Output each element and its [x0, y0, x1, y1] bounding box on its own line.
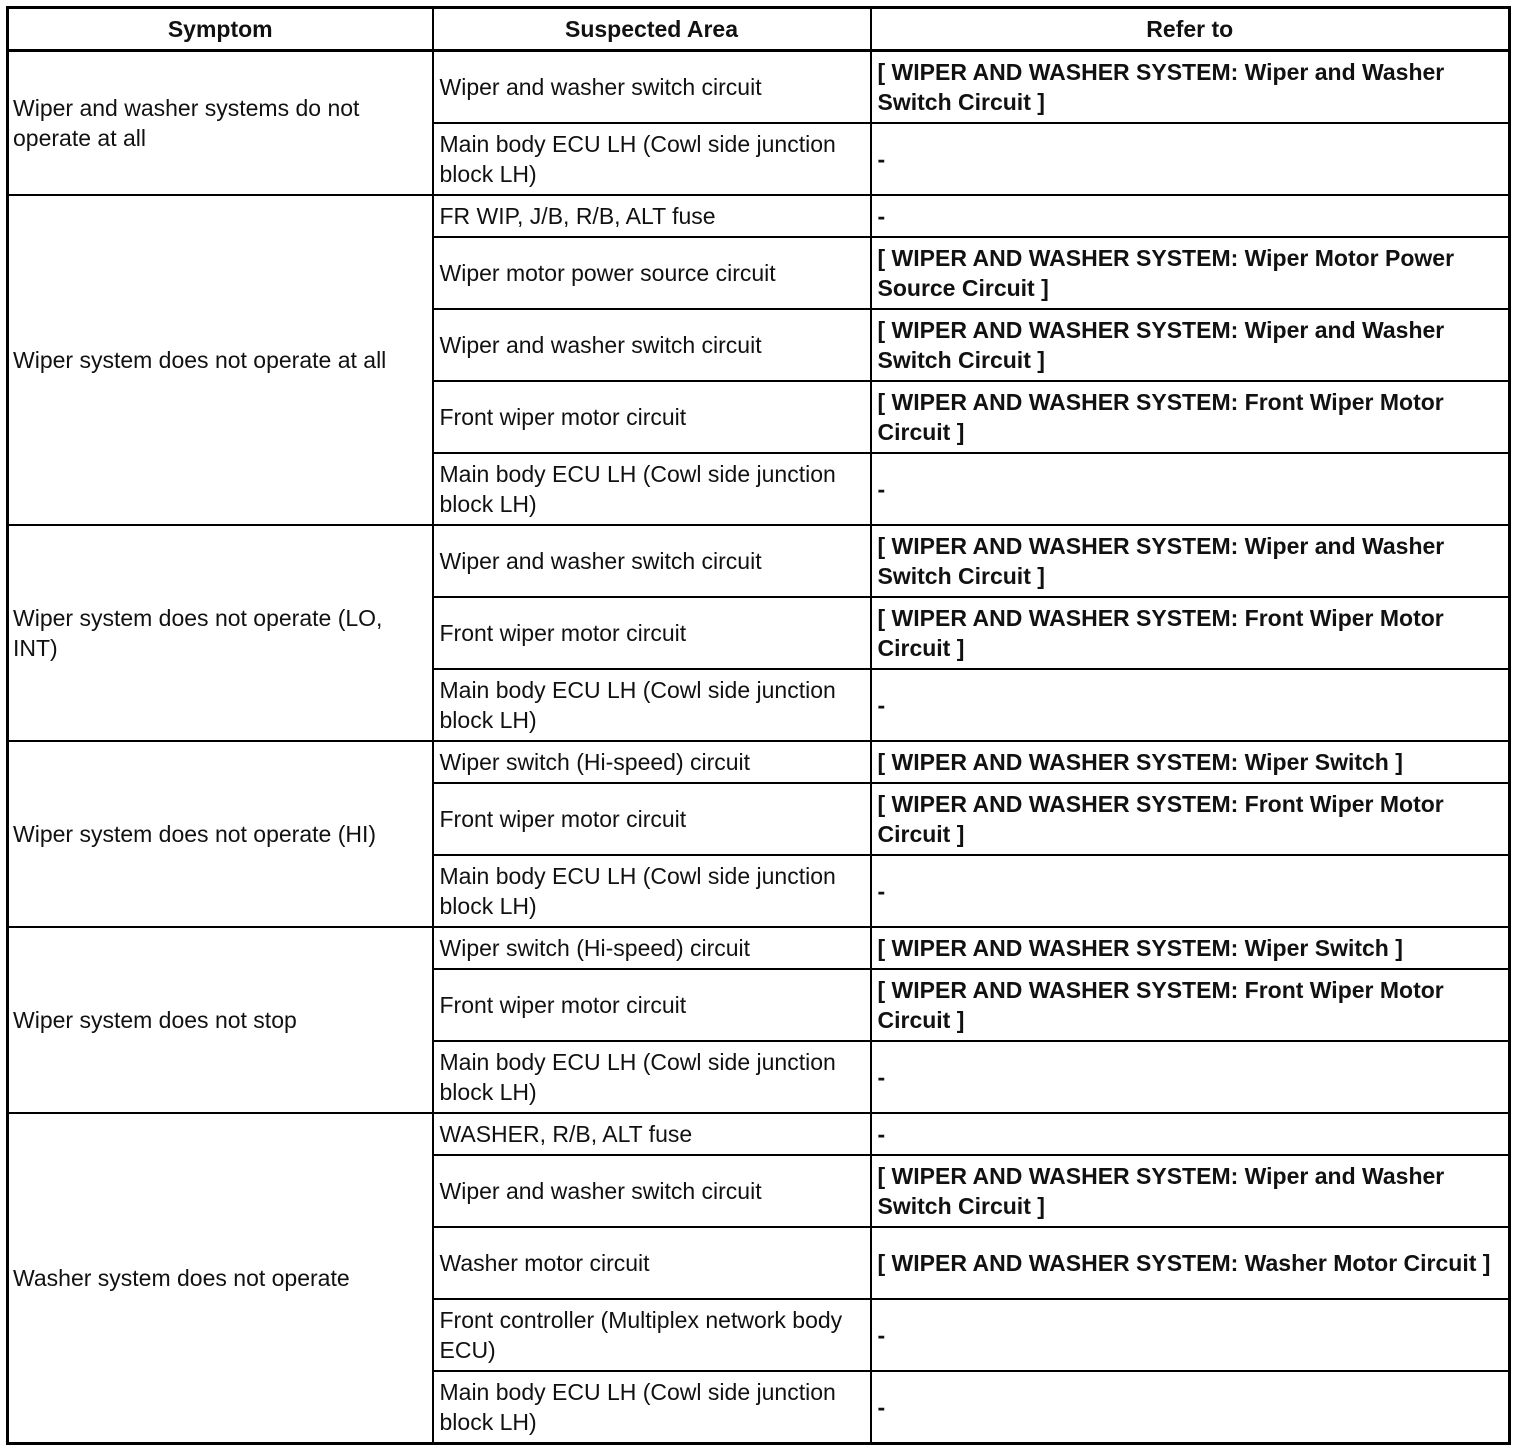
header-symptom: Symptom	[8, 8, 433, 51]
refer-to-cell: [ WIPER AND WASHER SYSTEM: Wiper and Washer Switch Circuit ]	[871, 309, 1510, 381]
problem-symptoms-table	[6, 6, 1511, 1445]
suspected-area-cell: Wiper and washer switch circuit	[433, 309, 871, 381]
refer-to-cell: -	[871, 1113, 1510, 1155]
symptom-cell: Wiper system does not operate at all	[8, 195, 433, 525]
suspected-area-cell: Main body ECU LH (Cowl side junction block LH)	[433, 855, 871, 927]
suspected-area-cell: Wiper and washer switch circuit	[433, 51, 871, 124]
suspected-area-cell: Main body ECU LH (Cowl side junction block LH)	[433, 1041, 871, 1113]
suspected-area-cell: Front wiper motor circuit	[433, 381, 871, 453]
suspected-area-cell: Front controller (Multiplex network body ECU)	[433, 1299, 871, 1371]
symptom-cell: Wiper system does not operate (HI)	[8, 741, 433, 927]
suspected-area-cell: Main body ECU LH (Cowl side junction block LH)	[433, 669, 871, 741]
suspected-area-cell: Front wiper motor circuit	[433, 783, 871, 855]
refer-to-cell: [ WIPER AND WASHER SYSTEM: Front Wiper Motor Circuit ]	[871, 381, 1510, 453]
refer-to-cell: -	[871, 123, 1510, 195]
table-row	[8, 927, 1510, 969]
suspected-area-cell: Wiper and washer switch circuit	[433, 1155, 871, 1227]
header-suspected-area: Suspected Area	[433, 8, 871, 51]
suspected-area-cell: Wiper switch (Hi-speed) circuit	[433, 927, 871, 969]
suspected-area-cell: Main body ECU LH (Cowl side junction block LH)	[433, 1371, 871, 1444]
refer-to-cell: -	[871, 1371, 1510, 1444]
refer-to-cell: -	[871, 1041, 1510, 1113]
symptom-cell: Wiper system does not stop	[8, 927, 433, 1113]
troubleshooting-sheet	[6, 6, 1511, 1445]
header-row	[8, 8, 1510, 51]
table-row	[8, 741, 1510, 783]
suspected-area-cell: Wiper motor power source circuit	[433, 237, 871, 309]
refer-to-cell: [ WIPER AND WASHER SYSTEM: Wiper and Washer Switch Circuit ]	[871, 525, 1510, 597]
header-refer-to: Refer to	[871, 8, 1510, 51]
refer-to-cell: -	[871, 195, 1510, 237]
suspected-area-cell: Wiper switch (Hi-speed) circuit	[433, 741, 871, 783]
refer-to-cell: -	[871, 669, 1510, 741]
refer-to-cell: [ WIPER AND WASHER SYSTEM: Wiper Switch ]	[871, 927, 1510, 969]
refer-to-cell: -	[871, 453, 1510, 525]
suspected-area-cell: Front wiper motor circuit	[433, 597, 871, 669]
refer-to-cell: -	[871, 855, 1510, 927]
refer-to-cell: [ WIPER AND WASHER SYSTEM: Wiper Motor Power Source Circuit ]	[871, 237, 1510, 309]
refer-to-cell: -	[871, 1299, 1510, 1371]
suspected-area-cell: FR WIP, J/B, R/B, ALT fuse	[433, 195, 871, 237]
suspected-area-cell: Main body ECU LH (Cowl side junction block LH)	[433, 453, 871, 525]
table-row	[8, 51, 1510, 124]
refer-to-cell: [ WIPER AND WASHER SYSTEM: Front Wiper Motor Circuit ]	[871, 783, 1510, 855]
suspected-area-cell: WASHER, R/B, ALT fuse	[433, 1113, 871, 1155]
symptom-cell: Wiper system does not operate (LO, INT)	[8, 525, 433, 741]
table-row	[8, 525, 1510, 597]
suspected-area-cell: Front wiper motor circuit	[433, 969, 871, 1041]
refer-to-cell: [ WIPER AND WASHER SYSTEM: Wiper Switch ]	[871, 741, 1510, 783]
refer-to-cell: [ WIPER AND WASHER SYSTEM: Wiper and Washer Switch Circuit ]	[871, 1155, 1510, 1227]
refer-to-cell: [ WIPER AND WASHER SYSTEM: Washer Motor Circuit ]	[871, 1227, 1510, 1299]
symptom-cell: Wiper and washer systems do not operate at all	[8, 51, 433, 196]
table-row	[8, 1113, 1510, 1155]
suspected-area-cell: Wiper and washer switch circuit	[433, 525, 871, 597]
suspected-area-cell: Washer motor circuit	[433, 1227, 871, 1299]
refer-to-cell: [ WIPER AND WASHER SYSTEM: Front Wiper Motor Circuit ]	[871, 597, 1510, 669]
refer-to-cell: [ WIPER AND WASHER SYSTEM: Wiper and Washer Switch Circuit ]	[871, 51, 1510, 124]
refer-to-cell: [ WIPER AND WASHER SYSTEM: Front Wiper Motor Circuit ]	[871, 969, 1510, 1041]
symptom-cell: Washer system does not operate	[8, 1113, 433, 1444]
table-row	[8, 195, 1510, 237]
suspected-area-cell: Main body ECU LH (Cowl side junction block LH)	[433, 123, 871, 195]
